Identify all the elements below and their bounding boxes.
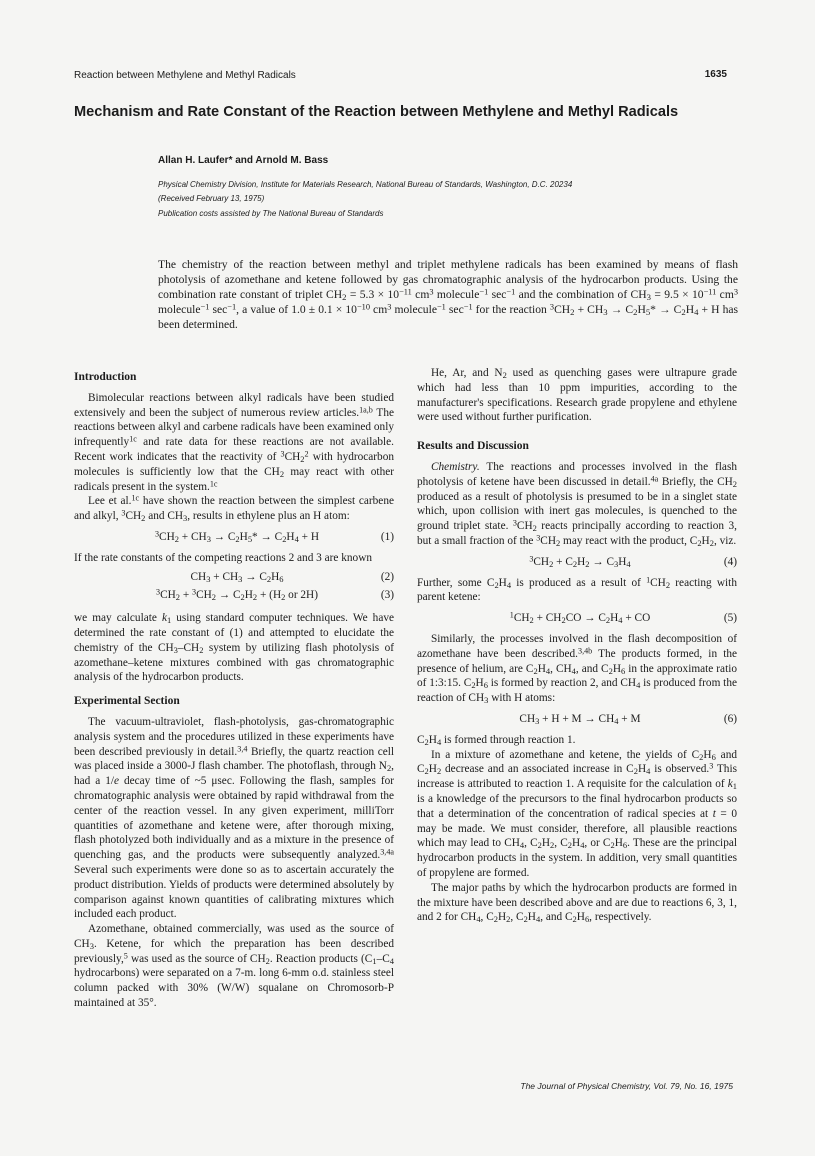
paragraph-res-5: In a mixture of azomethane and ketene, the yields of $C_2H_6$ and $C_2H_2$ decrease and an associated increase in $C_2H_4$ is observed.$^3$ This increase is attributed to reaction 1. A requisite for the calculation of $k_1$ is a knowledge of the precursors to the final hydrocarbon products so that a determination of the concentration of radical species at t = 0 may be made. We must consider, therefore, all plausible reactions which may lead to $CH_4$, $C_2H_2$, $C_2H_4$, or $C_2H_6$. These are the principal hydrocarbon products in the system. In addition, very small quantities of propylene are formed. <box>417 748 737 879</box>
equation-number: (4) <box>723 555 737 568</box>
authors: Allan H. Laufer* and Arnold M. Bass <box>158 155 329 166</box>
paragraph-res-4: $C_2H_4$ is formed through reaction 1. <box>417 733 576 747</box>
equation-number: (5) <box>723 612 737 625</box>
abstract: The chemistry of the reaction between methyl and triplet methylene radicals has been examined by means of flash photolysis of azomethane and ketene followed by gas chromatographic analysis of the hydrocarbon products. Using the combination rate constant of triplet $CH_2 = 5.3 \times 10^{-11}$ $cm^3$ molecule$^{-1}$ $\sec^{-1}$ and the combination of $CH_3 = 9.5 \times 10^{-11}$ $cm^3$ molecule$^{-1}$ $\sec^{-1}$, a value of $1.0 \pm 0.1 \times 10^{-10}$ $cm^3$ molecule$^{-1}$ $\sec^{-1}$ for the reaction $^3CH_2 + CH_3 \to C_2H_5* \to C_2H_4 + H$ has been determined. <box>158 258 739 331</box>
heading-results: Results and Discussion <box>417 440 529 453</box>
paragraph-res-3: Similarly, the processes involved in the flash decomposition of azomethane have been described.$^{3,4b}$ The products formed, in the presence of helium, are $C_2H_4$, $CH_4$, and $C_2H_6$ in the approximate ratio of 1:3:15. $C_2H_6$ is formed by reaction 2, and $CH_4$ is produced from the reaction of $CH_3$ with H atoms: <box>417 632 737 706</box>
funding-note: Publication costs assisted by The National Bureau of Standards <box>158 209 384 218</box>
paragraph-intro-3: If the rate constants of the competing reactions 2 and 3 are known <box>74 551 373 564</box>
paragraph-intro-2: Lee et al.$^{1c}$ have shown the reaction between the simplest carbene and alkyl, $^3CH_2$ and $CH_3$, results in ethylene plus an H atom: <box>74 493 394 524</box>
running-head: Reaction between Methylene and Methyl Radicals <box>74 70 296 81</box>
equation-number: (3) <box>380 589 394 602</box>
paragraph-exp-3: He, Ar, and $N_2$ used as quenching gases were ultrapure grade which had less than 10 ppm impurities, according to the manufacturer's specifications. Research grade propylene and ethylene were used without further purification. <box>417 367 737 424</box>
heading-introduction: Introduction <box>74 371 137 383</box>
article-title: Mechanism and Rate Constant of the Reaction between Methylene and Methyl Radicals <box>74 104 679 120</box>
received-date: (Received February 13, 1975) <box>158 194 265 203</box>
equation-6: $CH_3 + H + M \to CH_4 + M$ (6) <box>519 712 737 727</box>
equation-number: (6) <box>723 712 737 725</box>
equation-number: (1) <box>380 530 394 543</box>
left-column <box>74 366 394 1011</box>
right-column <box>417 366 737 925</box>
affiliation <box>158 178 578 206</box>
equation-4: $^3CH_2 + C_2H_2 \to C_3H_4$ (4) <box>529 554 737 569</box>
equation-3: $^3CH_2 + ^3CH_2 \to C_2H_2 + (H_2$ or 2H) (3) <box>156 587 394 603</box>
page-number: 1635 <box>704 69 727 80</box>
journal-footer: The Journal of Physical Chemistry, Vol. 79, No. 16, 1975 <box>520 1081 733 1091</box>
paragraph-exp-2: Azomethane, obtained commercially, was used as the source of $CH_3$. Ketene, for which the preparation has been described previously,$^5$ was used as the source of $CH_2$. Reaction products ($C_1-C_4$ hydrocarbons) were separated on a 7-m. long 6-mm o.d. stainless steel column packed with 30% (W/W) squalane on Chromosorb-P maintained at 35°. <box>74 923 394 1010</box>
equation-number: (2) <box>380 570 394 583</box>
heading-experimental: Experimental Section <box>74 695 180 708</box>
paragraph-res-2: Further, some $C_2H_4$ is produced as a result of $^1CH_2$ reacting with parent ketene: <box>417 574 737 604</box>
affiliation-text: Physical Chemistry Division, Institute for Materials Research, National Bureau of Standards, Washington, D.C. 20234 <box>158 180 573 189</box>
paragraph-exp-1: The vacuum-ultraviolet, flash-photolysis, gas-chromatographic analysis system and the procedures utilized in these experiments have been described previously in detail.$^{3,4}$ Briefly, the quartz reaction cell was placed inside a 3000-J flash chamber. The photoflash, through $N_2$, had a 1/e decay time of ~5 μsec. Following the flash, samples for chromatographic analysis were obtained by rapid withdrawal from the center of the reaction vessel. In any given experiment, milliTorr quantities of azomethane and ketene were, after thorough mixing, flash photolyzed both individually and as a mixture in the presence of quenching gas, and the products were subsequently analyzed.$^{3,4a}$ Several such experiments were done so as to ascertain accurately the product distribution. Yields of products were determined absolutely by comparison against known quantities of calibrating mixtures which included each product. <box>74 715 394 921</box>
paragraph-res-1: Chemistry. The reactions and processes involved in the flash photolysis of ketene have been discussed in detail.$^{4a}$ Briefly, the $CH_2$ produced as a result of photolysis is presumed to be in a singlet state which, upon collision with inert gas molecules, is quenched to the ground triplet state. $^3CH_2$ reacts principally according to reaction 3, but a small fraction of the $^3CH_2$ may react with the product, $C_2H_2$, viz. <box>417 460 738 549</box>
equation-1: $^3CH_2 + CH_3 \to C_2H_5* \to C_2H_4 + H$ (1) <box>154 529 394 545</box>
paragraph-intro-1: Bimolecular reactions between alkyl radicals have been studied extensively and been the subject of numerous review articles.$^{1a,b}$ The reactions between alkyl and carbene radicals have been examined only infrequently$^{1c}$ and rate data for these reactions are not available. Recent work indicates that the reactivity of $^3CH_2^2$ with hydrocarbon molecules is sufficiently low that the $CH_2$ may react with other radicals present in the system.$^{1c}$ <box>74 391 395 493</box>
paragraph-res-6: The major paths by which the hydrocarbon products are formed in the mixture have been described above and are due to reactions 6, 3, 1, and 2 for $CH_4$, $C_2H_2$, $C_2H_4$, and $C_2H_6$, respectively. <box>417 881 737 925</box>
paragraph-intro-4: we may calculate $k_1$ using standard computer techniques. We have determined the rate constant of (1) and attempted to elucidate the chemistry of the $CH_3-CH_2$ system by utilizing flash photolysis of azomethane–ketene mixtures combined with gas chromatographic analysis of the hydrocarbon products. <box>74 612 395 684</box>
equation-2: $CH_3 + CH_3 \to C_2H_6$ (2) <box>190 570 394 584</box>
equation-5: $^1CH_2 + CH_2CO \to C_2H_4$ + CO (5) <box>509 610 737 626</box>
